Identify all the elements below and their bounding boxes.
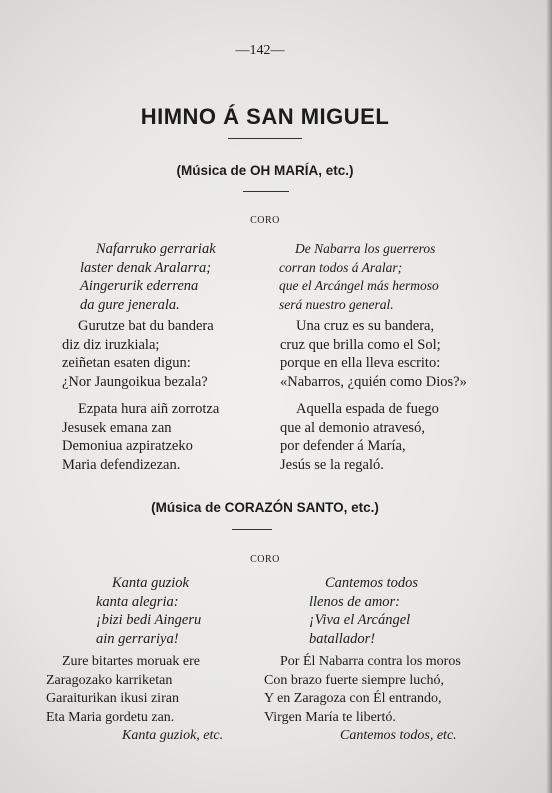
section1-right-refrain (279, 240, 439, 314)
verse-line: llenos de amor: (309, 593, 401, 610)
section2-left-verse (46, 653, 223, 746)
section2-right-verse (264, 653, 461, 746)
verse-line: kanta alegria: (96, 593, 179, 610)
verse-line: Cantemos todos (325, 575, 419, 591)
verse-line: por defender á María, (280, 438, 406, 454)
verse-line: Y en Zaragoza con Él entrando, (264, 691, 442, 706)
verse-line: que al demonio atravesó, (280, 419, 425, 436)
verse-line: ¿Nor Jaungoikua bezala? (62, 373, 208, 390)
section2-rule (232, 529, 272, 530)
verse-line: laster denak Aralarra; (80, 259, 212, 276)
verse-line: será nuestro general. (279, 296, 394, 312)
section1-rule (243, 191, 289, 192)
verse-line: batallador! (309, 630, 376, 647)
section1-subtitle: (Música de OH MARÍA, etc.) (176, 163, 354, 178)
verse-line: Aquella espada de fuego (296, 401, 439, 417)
verse-line: da gure jenerala. (80, 296, 180, 313)
verse-line: Jesusek emana zan (62, 419, 172, 436)
verse-line: Gurutze bat du bandera (78, 318, 214, 334)
verse-line: ain gerrariya! (96, 630, 179, 647)
verse-line: De Nabarra los guerreros (295, 241, 436, 256)
verse-line: Ezpata hura aiñ zorrotza (78, 401, 220, 417)
refrain-cue: Kanta guziok, etc. (122, 728, 224, 743)
verse-line: Eta Maria gordetu zan. (46, 709, 175, 725)
verse-line: Maria defendizezan. (62, 456, 181, 473)
verse-line: Con brazo fuerte siempre luchó, (264, 672, 444, 688)
verse-line: Zure bitartes moruak ere (62, 654, 200, 669)
verse-line: Zaragozako karriketan (46, 672, 173, 688)
verse-line: Kanta guziok (112, 575, 189, 591)
verse-line: Virgen María te libertó. (264, 709, 396, 725)
section2-left-refrain (96, 574, 201, 648)
verse-line: «Nabarros, ¿quién como Dios?» (280, 373, 467, 390)
page-edge-shadow (546, 0, 552, 793)
section1-coro-label: CORO (250, 215, 280, 226)
verse-line: Aingerurik ederrena (80, 278, 199, 294)
verse-line: porque en ella lleva escrito: (280, 355, 441, 371)
page-number: —142— (235, 43, 285, 58)
section2-subtitle: (Música de CORAZÓN SANTO, etc.) (151, 500, 379, 515)
verse-line: Garaiturikan ikusi ziran (46, 691, 179, 706)
verse-line: cruz que brilla como el Sol; (280, 336, 441, 353)
verse-line: ¡Viva el Arcángel (309, 612, 411, 628)
page-title: HIMNO Á SAN MIGUEL (140, 104, 390, 129)
section1-left-refrain (80, 240, 216, 314)
refrain-cue: Cantemos todos, etc. (340, 728, 457, 743)
section1-right-verses (280, 317, 467, 474)
verse-line: Jesús se la regaló. (280, 456, 384, 473)
section2-right-refrain (309, 574, 418, 648)
verse-line: Nafarruko gerrariak (96, 241, 216, 257)
section1-left-verses (62, 317, 219, 474)
verse-line: Por Él Nabarra contra los moros (280, 654, 461, 669)
section2-coro-label: CORO (250, 554, 280, 565)
title-rule (228, 138, 302, 139)
verse-line: que el Arcángel más hermoso (279, 278, 439, 293)
verse-line: diz diz iruzkiala; (62, 336, 160, 353)
verse-line: ¡bizi bedi Aingeru (96, 612, 202, 628)
verse-line: Una cruz es su bandera, (296, 318, 435, 334)
verse-line: Demoniua azpiratzeko (62, 438, 193, 454)
verse-line: zeiñetan esaten digun: (62, 355, 191, 371)
verse-line: corran todos á Aralar; (279, 259, 403, 275)
